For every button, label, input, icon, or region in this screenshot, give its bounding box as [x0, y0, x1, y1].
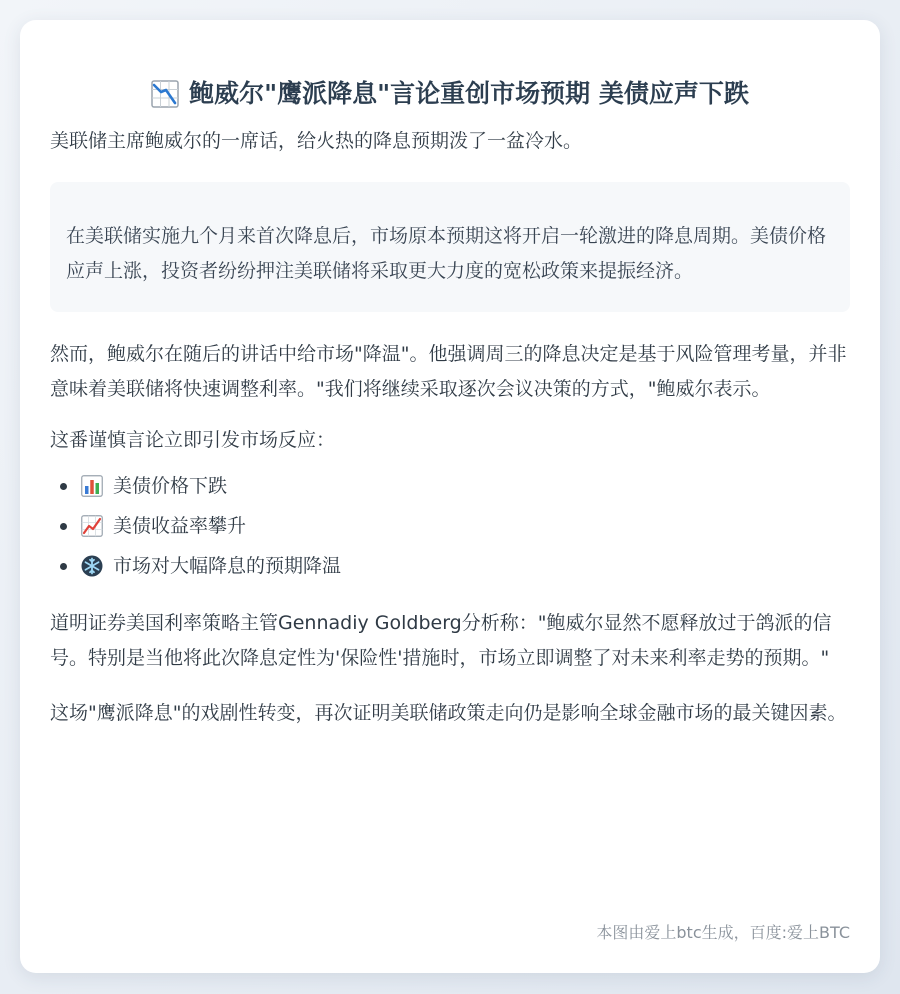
quote-box — [50, 182, 850, 312]
article-card — [20, 20, 880, 973]
reaction-text: 美债价格下跌 — [113, 475, 228, 497]
bullet-dot — [60, 563, 67, 570]
chart-decreasing-icon — [151, 80, 179, 108]
paragraph-conclusion: 这场"鹰派降息"的戏剧性转变，再次证明美联储政策走向仍是影响全球金融市场的最关键因素。 — [50, 702, 847, 724]
quote-text: 在美联储实施九个月来首次降息后，市场原本预期这将开启一轮激进的降息周期。美债价格应声上涨，投资者纷纷押注美联储将采取更大力度的宽松政策来提振经济。 — [66, 225, 827, 282]
lead-paragraph: 美联储主席鲍威尔的一席话，给火热的降息预期泼了一盆冷水。 — [50, 130, 583, 152]
reaction-text: 美债收益率攀升 — [113, 515, 247, 537]
paragraph-analyst-quote: 道明证券美国利率策略主管Gennadiy Goldberg分析称："鲍威尔显然不愿释放过于鸽派的信号。特别是当他将此次降息定性为'保险性'措施时，市场立即调整了对未来利率走势的预期。" — [50, 612, 832, 669]
footer-credit: 本图由爱上btc生成，百度:爱上BTC — [596, 923, 850, 942]
chart-increasing-icon — [81, 515, 103, 537]
list-item — [60, 506, 850, 546]
reaction-text: 市场对大幅降息的预期降温 — [113, 555, 342, 577]
list-item — [60, 466, 850, 506]
reaction-list — [50, 466, 850, 586]
bar-chart-icon — [81, 475, 103, 497]
bullet-dot — [60, 523, 67, 530]
paragraph-powell-remarks: 然而，鲍威尔在随后的讲话中给市场"降温"。他强调周三的降息决定是基于风险管理考量，并非意味着美联储将快速调整利率。"我们将继续采取逐次会议决策的方式，"鲍威尔表示。 — [50, 343, 847, 400]
reaction-intro: 这番谨慎言论立即引发市场反应： — [50, 429, 336, 451]
bullet-dot — [60, 483, 67, 490]
article-title — [50, 76, 850, 112]
snowflake-icon — [81, 555, 103, 577]
list-item — [60, 546, 850, 586]
title-text: 鲍威尔"鹰派降息"言论重创市场预期 美债应声下跌 — [189, 79, 749, 108]
